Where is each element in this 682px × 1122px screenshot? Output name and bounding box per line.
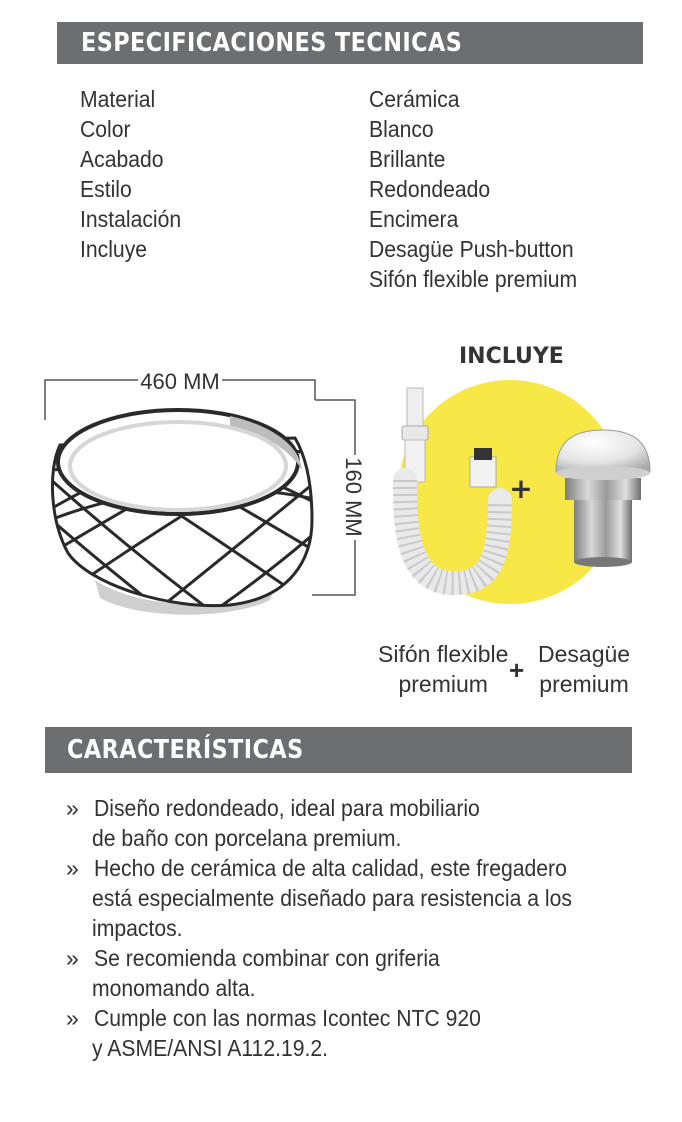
sink-bowl	[40, 410, 330, 630]
bullet-icon: »	[66, 855, 79, 881]
feature-line: Cumple con las normas Icontec NTC 920	[94, 1005, 481, 1031]
feature-item	[66, 793, 646, 853]
feature-item	[66, 943, 646, 1003]
caption-drain	[538, 639, 630, 699]
specs-heading-bar	[57, 22, 643, 64]
caption-siphon-line2: premium	[398, 671, 488, 697]
includes-title: INCLUYE	[459, 344, 564, 369]
caption-siphon	[378, 639, 508, 699]
specs-heading: ESPECIFICACIONES TECNICAS	[81, 28, 463, 58]
spec-label-color: Color	[80, 116, 131, 142]
spec-label-acabado: Acabado	[80, 146, 164, 172]
spec-labels	[80, 84, 190, 264]
product-illustration	[0, 330, 682, 630]
caption-drain-line1: Desagüe	[538, 641, 631, 667]
bullet-icon: »	[66, 795, 79, 821]
spec-value-estilo: Redondeado	[369, 176, 491, 202]
includes-plus-sign: +	[509, 472, 533, 505]
feature-line: impactos.	[92, 915, 183, 941]
feature-line: está especialmente diseñado para resistencia a los	[92, 885, 572, 911]
bullet-icon: »	[66, 945, 79, 971]
feature-line: Hecho de cerámica de alta calidad, este fregadero	[94, 855, 567, 881]
spec-value-extra: Sifón flexible premium	[369, 266, 578, 292]
features-heading: CARACTERÍSTICAS	[67, 735, 304, 765]
spec-value-incluye: Desagüe Push-button	[369, 236, 574, 262]
dimension-width-label: 460 MM	[140, 369, 220, 394]
feature-line: Diseño redondeado, ideal para mobiliario	[94, 795, 480, 821]
feature-line: de baño con porcelana premium.	[92, 825, 402, 851]
features-heading-bar	[45, 727, 632, 773]
spec-label-incluye: Incluye	[80, 236, 148, 262]
features-list	[66, 793, 646, 1063]
caption-drain-line2: premium	[539, 671, 629, 697]
spec-values	[369, 84, 595, 294]
caption-siphon-line1: Sifón flexible	[378, 641, 509, 667]
feature-line: y ASME/ANSI A112.19.2.	[92, 1035, 329, 1061]
spec-label-estilo: Estilo	[80, 176, 132, 202]
spec-value-instalacion: Encimera	[369, 206, 459, 232]
bullet-icon: »	[66, 1005, 79, 1031]
spec-value-acabado: Brillante	[369, 146, 446, 172]
caption-plus: +	[509, 655, 525, 685]
dimension-height-label: 160 MM	[341, 457, 366, 537]
spec-value-material: Cerámica	[369, 86, 460, 112]
feature-line: monomando alta.	[92, 975, 256, 1001]
spec-label-material: Material	[80, 86, 156, 112]
spec-value-color: Blanco	[369, 116, 434, 142]
feature-line: Se recomienda combinar con griferia	[94, 945, 440, 971]
feature-item	[66, 853, 646, 943]
feature-item	[66, 1003, 646, 1063]
spec-label-instalacion: Instalación	[80, 206, 182, 232]
